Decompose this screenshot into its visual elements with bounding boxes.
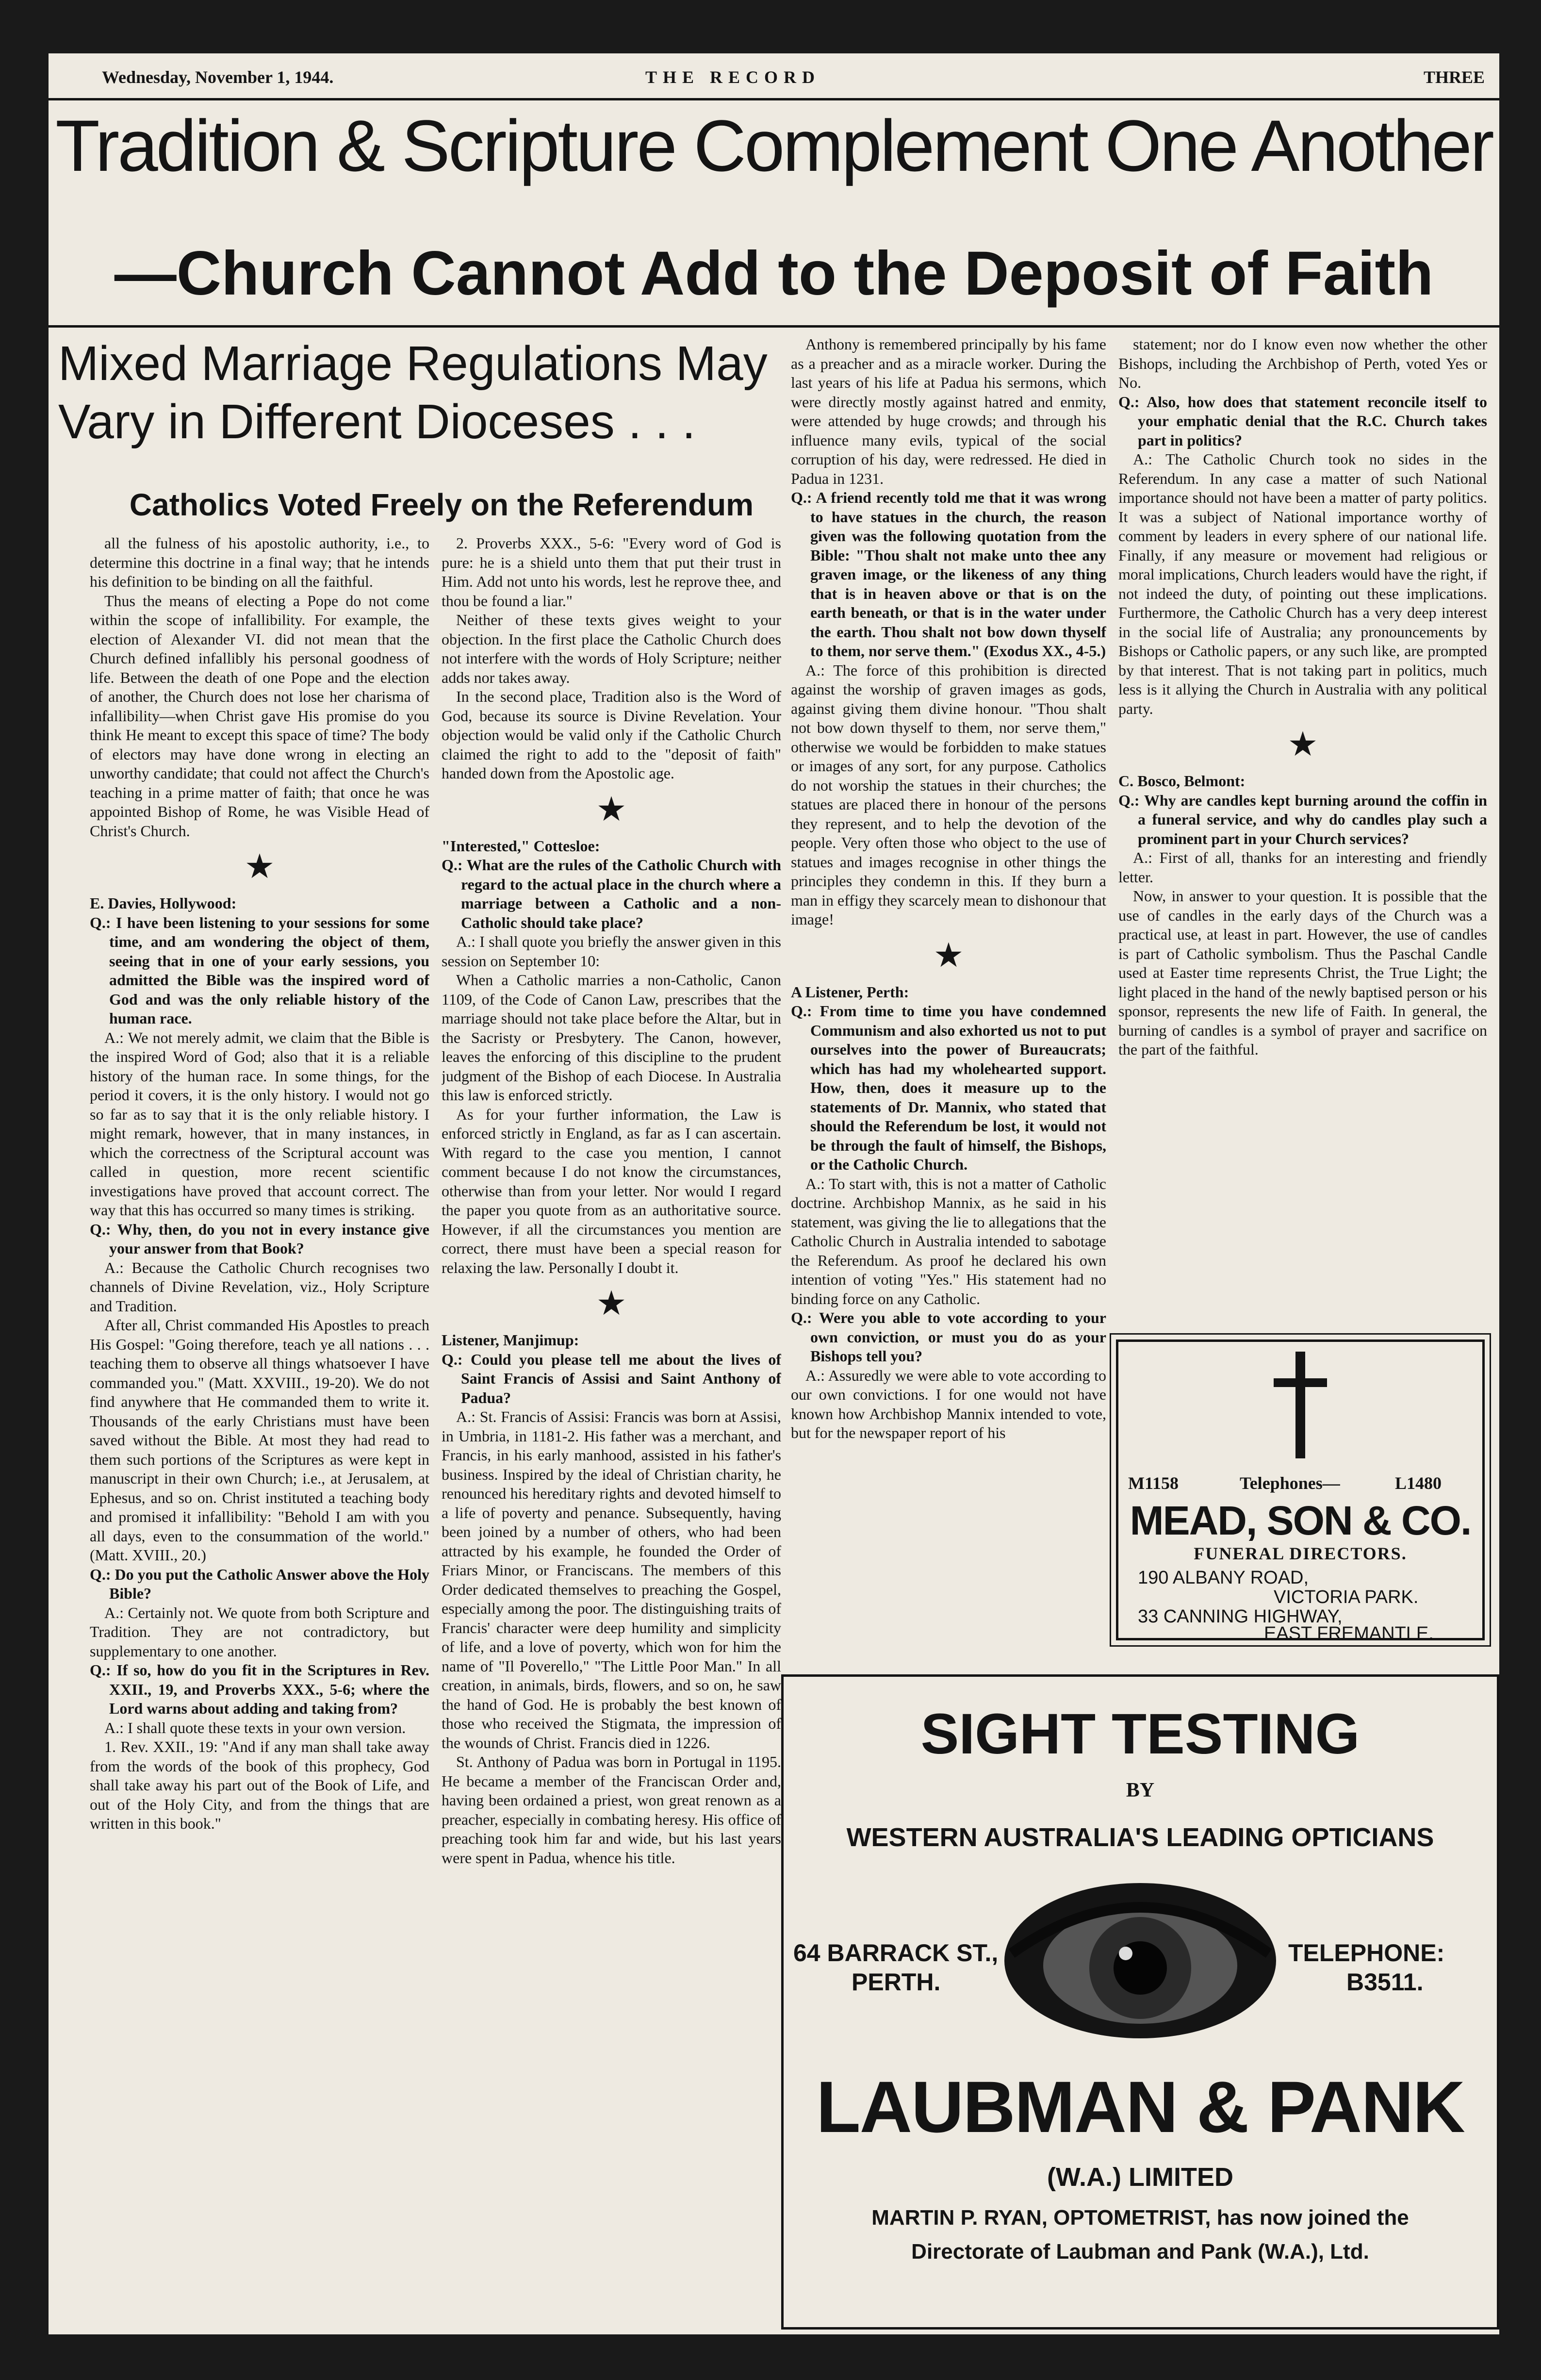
star-divider-icon: ★ — [596, 1285, 627, 1322]
question-paragraph: Q.: What are the rules of the Catholic Church with regard to the actual place in the church where a marriage between a Catholic and a non-Catholic should take place? — [442, 856, 781, 931]
masthead — [49, 53, 1499, 100]
funeral-address-4: EAST FREMANTLE. — [1264, 1623, 1434, 1644]
optician-address-2: PERTH. — [852, 1968, 941, 1996]
body-paragraph: A.: The Catholic Church took no sides in the Referendum. In any case a matter of such National importance should not have been a matter of party politics. It was a subject of National importance worthy of comment by leaders in every sphere of our national life. Finally, if any measure or movement had religious or moral implications, Church leaders would have the right, if not indeed the duty, of pointing out these implications. Furthermore, the Catholic Church has a very deep interest in the social life of Australia; any pronouncements by Bishops or Catholic papers, or any such like, are prompted by that interest. That is not taking part in politics, much less is it allying the Church in Australia with any political party. — [1118, 450, 1487, 717]
star-divider-icon: ★ — [933, 937, 964, 975]
headline-rule — [49, 325, 1499, 328]
body-paragraph: St. Anthony of Padua was born in Portugal in 1195. He became a member of the Franciscan Order and, having been ordained a priest, won great renown as a preacher, especially in combating heresy. His office of preaching took him far and wide, but his last years were spent in Padua, whence his title. — [442, 1753, 781, 1867]
headline-main: Tradition & Scripture Complement One Another — [55, 105, 1492, 186]
body-paragraph: A.: First of all, thanks for an interesting and friendly letter. — [1118, 849, 1487, 886]
correspondent-heading: A Listener, Perth: — [791, 983, 909, 1001]
body-paragraph: A.: St. Francis of Assisi: Francis was born at Assisi, in Umbria, in 1181-2. His father was a merchant, and Francis, in his early manhood, assisted in his father's business. Inspired by the ideal of Christian charity, he renounced his hereditary rights and devoted himself to a life of poverty and penance. Subsequently, having been joined by a number of others, who had been attracted by his example, he founded the Order of Friars Minor, or Franciscans. The members of this Order dedicated themselves to preaching the Gospel, especially among the poor. The distinguishing traits of Francis' character were deep humility and simplicity of life, and a love of poverty, which won for him the name of "Il Poverello," "The Little Poor Man." In all creation, in animals, birds, flowers, and so on, he saw the hand of God. He is probably the best known of those who received the Stigmata, the impression of the wounds of Christ. Francis died in 1226. — [442, 1408, 781, 1752]
body-paragraph: A.: I shall quote you briefly the answer given in this session on September 10: — [442, 933, 781, 970]
body-paragraph: Now, in answer to your question. It is possible that the use of candles in the early days of the Church was a practical use, at least in part. However, the use of candles is part of Catholic symbolism. Thus the Paschal Candle used at Easter time represents Christ, the True Light; the light placed in the hand of the newly baptised person or his sponsor, represents the new life of Faith. In general, the burning of candles is a symbol of prayer and sacrifice on the part of the faithful. — [1118, 887, 1487, 1058]
body-paragraph: A.: Because the Catholic Church recognises two channels of Divine Revelation, viz., Holy Scripture and Tradition. — [90, 1258, 429, 1315]
question-paragraph: Q.: Why are candles kept burning around the coffin in a funeral service, and why do candles play such a prominent part in your Church services? — [1118, 791, 1487, 847]
optician-subtitle: WESTERN AUSTRALIA'S LEADING OPTICIANS — [846, 1823, 1434, 1852]
body-paragraph: Thus the means of electing a Pope do not come within the scope of infallibility. For example, the election of Alexander VI. did not mean that the Church defined infallibly his personal goodness of life. Between the death of one Pope and the election of another, the Church does not lose her charisma of infallibility—when Christ gave His promise do you think He meant to except this space of time? The body of electors may have done wrong in electing an unworthy candidate; that could not affect the Church's teaching in a prime matter of faith; that once he was appointed Bishop of Rome, he was Visible Head of Christ's Church. — [90, 592, 429, 840]
masthead-paper: THE RECORD — [645, 67, 821, 87]
body-paragraph: In the second place, Tradition also is the Word of God, because its source is Divine Revelation. Your objection would be valid only if the Catholic Church claimed the right to add to the "deposit of faith" handed down from the Apostolic age. — [442, 688, 781, 782]
funeral-address-3: 33 CANNING HIGHWAY, — [1138, 1606, 1343, 1627]
body-paragraph: 1. Rev. XXII., 19: "And if any man shall take away from the words of the book of this prophecy, God shall take away his part out of the Book of Life, and out of the Holy City, and from the things that are written in this book." — [90, 1738, 429, 1832]
body-paragraph: After all, Christ commanded His Apostles to preach His Gospel: "Going therefore, teach ye all nations . . . teaching them to observe all things whatsoever I have commanded you." (Matt. XXVIII., 19-20). We do not find anywhere that He commanded them to write it. Thousands of the early Christians must have been saved without the Bible. At most they had read to them such portions of the Scriptures as were kept in manuscript in their own Church; i.e., at Jerusalem, at Ephesus, and so on. Christ instituted a teaching body and promised it infallibility: "Behold I am with you all days, even to the consummation of the world." (Matt. XVIII., 20.) — [90, 1316, 429, 1564]
body-paragraph: all the fulness of his apostolic authority, i.e., to determine this doctrine in a final way; that he intends his definition to be binding on all the faithful. — [90, 534, 429, 590]
funeral-address-1: 190 ALBANY ROAD, — [1138, 1568, 1309, 1588]
body-paragraph: statement; nor do I know even now whether the other Bishops, including the Archbishop of Perth, voted Yes or No. — [1118, 335, 1487, 391]
body-paragraph: A.: Certainly not. We quote from both Scripture and Tradition. They are not contradictory, but supplementary to one another. — [90, 1603, 429, 1660]
masthead-date: Wednesday, November 1, 1944. — [102, 67, 334, 87]
question-paragraph: Q.: From time to time you have condemned Communism and also exhorted us not to put ourselves into the power of Bureaucrats; which has had my wholehearted support. How, then, does it measure up to the statements of Dr. Mannix, who stated that should the Referendum be lost, it would not be through the fault of himself, the Bishops, or the Catholic Church. — [791, 1002, 1106, 1173]
body-paragraph: A.: To start with, this is not a matter of Catholic doctrine. Archbishop Mannix, as he said in his statement, was giving the lie to allegations that the Catholic Church in Australia intended to sabotage the Referendum. As proof he declared his own intention of voting "Yes." His statement had no binding force on any Catholic. — [791, 1174, 1106, 1307]
optician-ltd: (W.A.) LIMITED — [1047, 2163, 1233, 2192]
funeral-phone-1: M1158 — [1128, 1473, 1179, 1493]
funeral-address-2: VICTORIA PARK. — [1274, 1587, 1419, 1607]
subhead-1b: Vary in Different Dioceses . . . — [58, 395, 696, 449]
correspondent-heading: C. Bosco, Belmont: — [1118, 772, 1246, 790]
column-4 — [1118, 335, 1487, 1315]
optician-title: SIGHT TESTING — [920, 1702, 1360, 1766]
body-paragraph: When a Catholic marries a non-Catholic, Canon 1109, of the Code of Canon Law, prescribes that the marriage should not take place before the Altar, but in the Sacristy or Presbytery. The Canon, however, leaves the enforcing of this discipline to the prudent judgment of the Bishop of each Diocese. In Australia this law is enforced strictly. — [442, 971, 781, 1104]
funeral-trade: FUNERAL DIRECTORS. — [1194, 1544, 1407, 1563]
optician-note-1: MARTIN P. RYAN, OPTOMETRIST, has now joined the — [871, 2206, 1409, 2230]
optician-tel-label: TELEPHONE: — [1288, 1939, 1445, 1967]
star-divider-icon: ★ — [596, 791, 627, 828]
column-3 — [791, 335, 1106, 1655]
subhead-1a: Mixed Marriage Regulations May — [58, 336, 768, 391]
body-paragraph: A.: We not merely admit, we claim that the Bible is the inspired Word of God; also that it is a reliable history of the human race. In some things, for the period it covers, it is the only history. I would not go so far as to say that it is the only reliable history. I might remark, however, that in many instances, in which the correctness of the Scriptural account was called in question, more recent scientific investigations have proved that account correct. The way that this has occurred so many times is striking. — [90, 1028, 429, 1219]
body-paragraph: Anthony is remembered principally by his fame as a preacher and as a miracle worker. During the last years of his life at Padua his sermons, which were directly mostly against hatred and enmity, were attended by huge crowds; and through his influence many evils, typical of the social corruption of his day, were redressed. He died in Padua in 1231. — [791, 335, 1106, 487]
subhead-2: Catholics Voted Freely on the Referendum — [129, 487, 754, 522]
funeral-phone-2: L1480 — [1395, 1473, 1442, 1493]
column-1 — [90, 534, 429, 2325]
body-paragraph: A.: The force of this prohibition is directed against the worship of graven images as gods, against giving them divine honour. "Thou shalt not bow down thyself to them, nor serve them," otherwise we would be forbidden to make statues or images of any sort, for any purpose. Catholics do not worship the statues in their churches; the statues are placed there in honour of the persons they represent, and to help the devotion of the people. Very often those who object to the use of statues and images recognise in other things the principles they condemn in this. If they burn a man in effigy they scarcely mean to dishonour that image! — [791, 661, 1106, 928]
body-paragraph: A.: I shall quote these texts in your own version. — [104, 1719, 406, 1736]
funeral-advert — [1116, 1339, 1485, 1644]
eye-icon — [1002, 1881, 1279, 2041]
correspondent-heading: E. Davies, Hollywood: — [90, 894, 237, 912]
cross-icon — [1264, 1352, 1337, 1458]
masthead-page: THREE — [1423, 67, 1485, 87]
body-paragraph: A.: Assuredly we were able to vote according to our own convictions. I for one would not have known how Archbishop Mannix intended to vote, but for the newspaper report of his — [791, 1366, 1106, 1441]
question-paragraph: Q.: I have been listening to your sessions for some time, and am wondering the object of them, seeing that in one of your early sessions, you admitted the Bible was the inspired word of God and was the only reliable history of the human race. — [90, 913, 429, 1027]
question-paragraph: Q.: Also, how does that statement reconcile itself to your emphatic denial that the R.C. Church takes part in politics? — [1118, 393, 1487, 449]
optician-advert — [781, 1674, 1499, 2330]
funeral-company: MEAD, SON & CO. — [1130, 1498, 1471, 1543]
newspaper-page — [49, 53, 1499, 2334]
question-paragraph: Q.: Why, then, do you not in every instance give your answer from that Book? — [90, 1220, 429, 1257]
question-paragraph: Q.: Could you please tell me about the lives of Saint Francis of Assisi and Saint Anthony of Padua? — [442, 1350, 781, 1406]
question-paragraph: Q.: If so, how do you fit in the Scriptures in Rev. XXII., 19, and Proverbs XXX., 5-6; where the Lord warns about adding and taking from? — [90, 1661, 429, 1717]
optician-address-1: 64 BARRACK ST., — [793, 1939, 999, 1967]
star-divider-icon: ★ — [1287, 726, 1318, 763]
question-paragraph: Q.: A friend recently told me that it was wrong to have statues in the church, the reason given was the following quotation from the Bible: "Thou shalt not make unto thee any graven image, or the likeness of any thing that is in heaven above or that is on the earth beneath, or that is in the water under the earth. Thou shalt not bow down thyself to them, nor serve them." (Exodus XX., 4-5.) — [791, 489, 1106, 660]
correspondent-heading: Listener, Manjimup: — [442, 1331, 579, 1349]
body-paragraph: Neither of these texts gives weight to your objection. In the first place the Catholic Church does not interfere with the words of Holy Scripture; neither adds nor takes away. — [442, 611, 781, 686]
star-divider-icon: ★ — [244, 848, 275, 886]
correspondent-heading: "Interested," Cottesloe: — [442, 837, 600, 855]
question-paragraph: Q.: Do you put the Catholic Answer above the Holy Bible? — [90, 1565, 429, 1602]
optician-by: BY — [1126, 1779, 1155, 1802]
headline-secondary: —Church Cannot Add to the Deposit of Faith — [114, 239, 1434, 308]
question-paragraph: Q.: Were you able to vote according to your own conviction, or must you do as your Bishops tell you? — [791, 1309, 1106, 1365]
column-2 — [442, 534, 781, 2325]
funeral-phone-label: Telephones— — [1240, 1473, 1340, 1493]
optician-note-2: Directorate of Laubman and Pank (W.A.), Ltd. — [911, 2240, 1369, 2264]
optician-tel: B3511. — [1346, 1968, 1424, 1996]
body-paragraph: 2. Proverbs XXX., 5-6: "Every word of God is pure: he is a shield unto them that put their trust in Him. Add not unto his words, lest he reprove thee, and thou be found a liar." — [442, 534, 781, 610]
body-paragraph: As for your further information, the Law is enforced strictly in England, as far as I can ascertain. With regard to the case you mention, I cannot comment because I do not know the circumstances, otherwise than from your letter. Nor would I regard the paper you quote from as an authoritative source. However, if all the circumstances you mention are correct, there must have been a special reason for relaxing the law. Personally I doubt it. — [442, 1105, 781, 1276]
optician-company: LAUBMAN & PANK — [816, 2066, 1464, 2148]
